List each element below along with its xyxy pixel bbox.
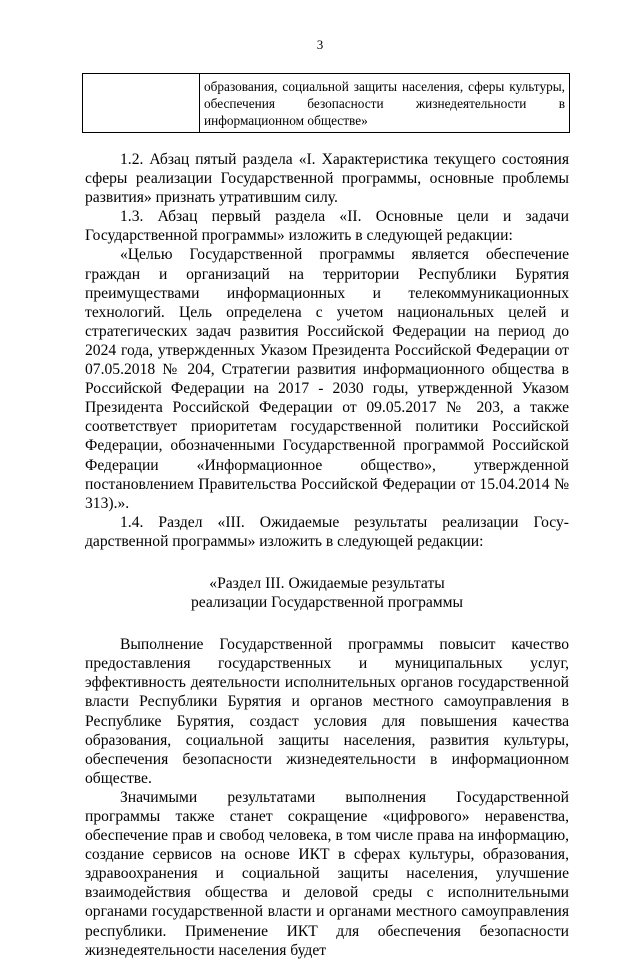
section-heading-line1: «Раздел III. Ожидаемые результаты [209,574,445,592]
spacer [85,551,569,570]
paragraph-1-3: 1.3. Абзац первый раздела «II. Основные цели и задачи Государственной программы» изложить в следующей редакции: [85,208,569,245]
paragraph-results: Выполнение Государственной программы повысит качество предоставления государственных и муниципальных услуг, эффективность деятельности исполнительных органов государственной власти Республики Бурятия и органов местного самоуправления в Республике Бурятия, создаст условия для повышения качества образования, социальной защиты населения, развития культуры, обеспечения безопасности жизнедеятельности в информационном обществе. [85,636,569,787]
section-heading-line2: реализации Государственной программы [190,594,464,612]
table-cell-right: образования, социальной защиты населения, сферы культуры, обеспечения безопасности жизнедеятельности в информационном обществе» [200,74,570,133]
table-cell-left [83,74,200,133]
document-body [85,150,569,960]
table-row [83,74,570,133]
paragraph-goal: «Целью Государственной программы является обеспечение граждан и организаций на территории Республики Бурятия преимуществами информационных и телекоммуникационных технологий. Цель определена с учетом национальных целей и стратегических задач развития Российской Федерации на период до 2024 года, утвержденных Указом Президента Российской Федерации от 07.05.2018 № 204, Стратегии развития информационного общества в Российской Федерации на 2017 - 2030 годы, утвержденной Указом Президента Российской Федерации от 09.05.2017 № 203, а также соответствует приоритетам государственной политики Российской Федерации, обозначенными Государственной программой Российской Федерации «Информационное общество», утвержденной постановлением Правительства Российской Федерации от 15.04.2014 № 313).». [85,246,569,512]
paragraph-1-4: 1.4. Раздел «III. Ожидаемые результаты реализации Госу-дарственной программы» изложить в следующей редакции: [85,513,569,550]
spacer [85,612,569,635]
paragraph-1-2: 1.2. Абзац пятый раздела «I. Характеристика текущего состояния сферы реализации Государственной программы, основные проблемы развития» признать утратившим силу. [85,151,569,207]
paragraph-significant-results: Значимыми результатами выполнения Государственной программы также станет сокращение «цифрового» неравенства, обеспечение прав и свобод человека, в том числе права на информацию, создание сервисов на основе ИКТ в сферах культуры, образования, здравоохранения и социальной защиты населения, улучшение взаимодействия общества и деловой среды с исполнительными органами государственной власти и органами местного самоуправления республики. Применение ИКТ для обеспечения безопасности жизнедеятельности населения будет [85,788,569,959]
continuation-table [82,73,570,133]
page-number: 3 [316,37,324,52]
